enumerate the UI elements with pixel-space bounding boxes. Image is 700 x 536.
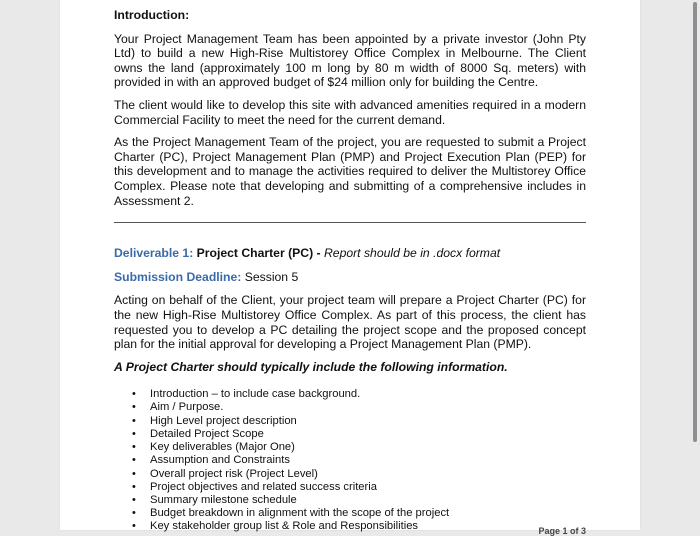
intro-paragraph-1: Your Project Management Team has been appointed by a private investor (John Pty Ltd) to build a new High-Rise Multistorey Office Complex in Melbourne. The Client owns the land (approximately 100 m long by 80 m width of 8000 Sq. meters) with provided in with an approved budget of $24 million only for building the Centre. xyxy=(114,31,586,90)
bullet-icon: • xyxy=(132,414,136,427)
bullet-icon: • xyxy=(132,427,136,440)
bullet-icon: • xyxy=(132,507,136,520)
list-item: • Key stakeholder group list & Role and Responsibilities xyxy=(132,520,419,533)
deadline-line xyxy=(114,270,586,285)
bullet-icon: • xyxy=(132,454,136,467)
deliverable-label: Deliverable 1: xyxy=(114,246,194,261)
deadline-value: Session 5 xyxy=(244,269,299,284)
bullet-icon: • xyxy=(132,493,136,506)
intro-heading: Introduction: xyxy=(114,8,190,22)
list-item: • High Level project description xyxy=(132,414,297,427)
document-page xyxy=(60,0,640,536)
bullet-icon: • xyxy=(132,480,136,493)
bullet-icon: • xyxy=(132,401,136,414)
list-item: • Overall project risk (Project Level) xyxy=(132,467,318,480)
intro-paragraph-2: The client would like to develop this site with advanced amenities required in a modern Commercial Facility to meet the need for the current demand. xyxy=(114,97,586,127)
list-item: • Assumption and Constraints xyxy=(132,454,290,467)
bullet-icon: • xyxy=(132,520,136,533)
bullet-icon: • xyxy=(132,388,136,401)
bullet-icon: • xyxy=(132,467,136,480)
deliverable-line xyxy=(114,246,586,261)
deliverable-format-note: Report should be in .docx format xyxy=(323,246,501,261)
deliverable-paragraph: Acting on behalf of the Client, your project team will prepare a Project Charter (PC) for the new High-Rise Multistorey Office Complex. As part of this process, the client has requested you to develop a PC detailing the project scope and the proposed concept plan for the initial approval for developing a Project Management Plan (PMP). xyxy=(114,293,586,352)
list-item: • Project objectives and related success criteria xyxy=(132,480,377,493)
scrollbar[interactable] xyxy=(693,2,697,442)
list-item: • Summary milestone schedule xyxy=(132,493,297,506)
section-divider xyxy=(114,222,586,223)
list-item: • Aim / Purpose. xyxy=(132,401,224,414)
intro-paragraph-3: As the Project Management Team of the project, you are requested to submit a Project Charter (PC), Project Management Plan (PMP) and Project Execution Plan (PEP) for this development and to manage the activities required to deliver the Multistorey Office Complex. Please note that developing and submitting of a comprehensive includes in Assessment 2. xyxy=(114,135,586,208)
deliverable-separator: - xyxy=(316,246,321,261)
list-item: • Key deliverables (Major One) xyxy=(132,441,295,454)
deliverable-title: Project Charter (PC) xyxy=(196,246,314,261)
page-number: Page 1 of 3 xyxy=(538,526,586,536)
deadline-label: Submission Deadline: xyxy=(114,269,242,284)
list-item: • Introduction – to include case background. xyxy=(132,388,361,401)
charter-items-list xyxy=(132,388,586,533)
bullet-icon: • xyxy=(132,441,136,454)
list-item: • Budget breakdown in alignment with the scope of the project xyxy=(132,507,450,520)
list-item: • Detailed Project Scope xyxy=(132,427,264,440)
page-content xyxy=(114,8,586,534)
list-heading: A Project Charter should typically include the following information. xyxy=(114,359,508,374)
